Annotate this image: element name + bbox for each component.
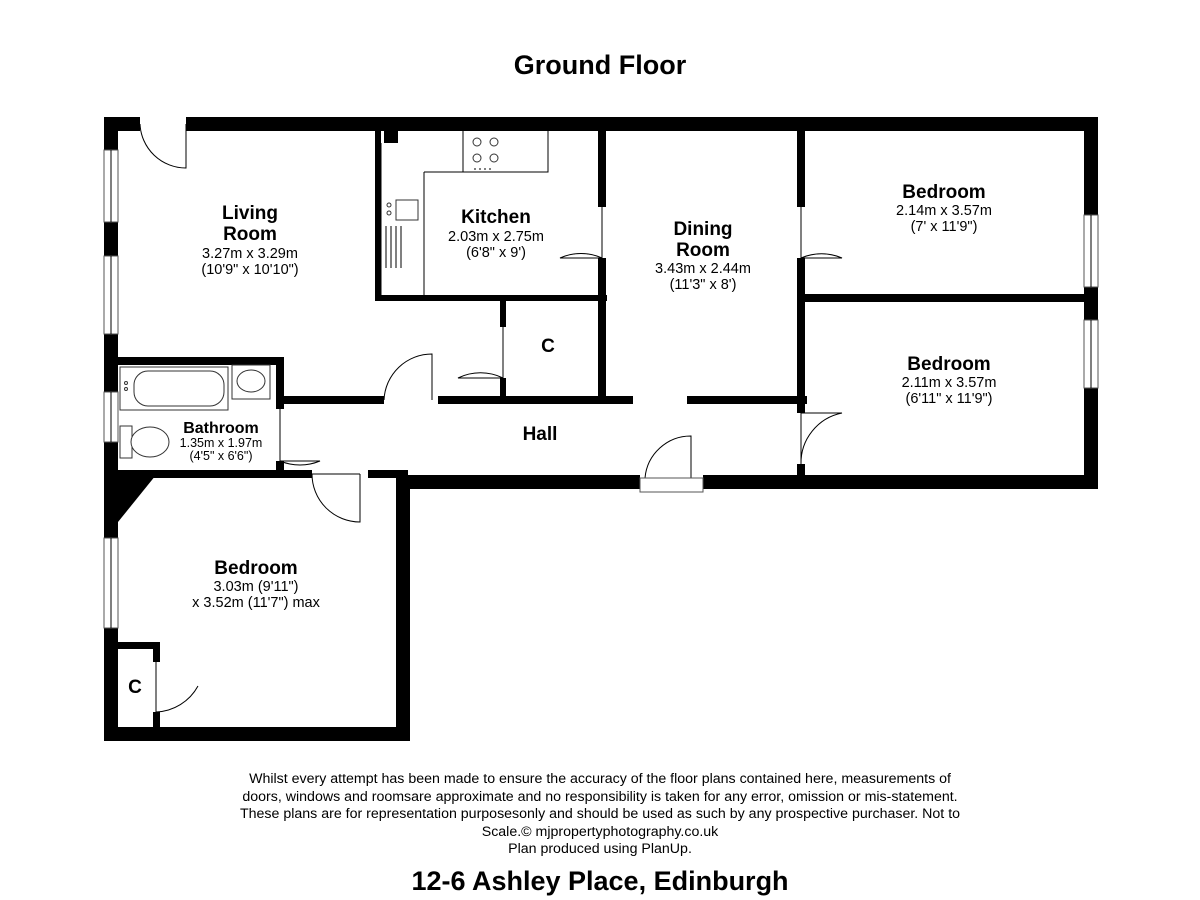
- bathroom-dim-2: (4'5" x 6'6"): [189, 449, 253, 463]
- disclaimer-line: Plan produced using PlanUp.: [508, 841, 692, 858]
- door-cupboard-bed: [156, 662, 198, 712]
- dining-room-dim-2: (11'3" x 8'): [669, 277, 737, 293]
- bedroom-low-dim-1: 3.03m (9'11"): [213, 579, 299, 595]
- bedroom-top-name: Bedroom: [902, 182, 986, 203]
- property-address: 12-6 Ashley Place, Edinburgh: [411, 866, 789, 896]
- bath: [120, 367, 228, 410]
- dining-room-name-1: Dining: [673, 219, 733, 240]
- bedroom-mid-name: Bedroom: [907, 354, 991, 375]
- door-bedroom-mid: [801, 413, 842, 464]
- disclaimer-line: These plans are for representation purposesonly and should be used as such by any prospective purchaser. Not to: [239, 806, 961, 823]
- room-labels: [128, 182, 996, 698]
- cupboard-hall-name: C: [541, 336, 555, 357]
- living-room-name-1: Living: [222, 203, 278, 224]
- living-room-name-2: Room: [223, 224, 277, 245]
- disclaimer-line: Whilst every attempt has been made to ensure the accuracy of the floor plans contained here, measurements of: [249, 771, 951, 787]
- door-living-entrance: [140, 124, 186, 168]
- kitchen-dim-2: (6'8" x 9'): [466, 245, 526, 261]
- bedroom-top-dim-1: 2.14m x 3.57m: [896, 203, 992, 219]
- kitchen-dim-1: 2.03m x 2.75m: [448, 229, 544, 245]
- bedroom-top-dim-2: (7' x 11'9"): [910, 219, 978, 235]
- door-bathroom: [280, 409, 320, 465]
- door-cupboard-hall: [458, 327, 503, 378]
- door-bedroom-top: [801, 207, 842, 258]
- door-kitchen: [560, 207, 602, 258]
- door-living-hall: [384, 354, 432, 400]
- hob: [473, 138, 498, 169]
- bathroom-dim-1: 1.35m x 1.97m: [179, 436, 263, 450]
- living-room-dim-2: (10'9" x 10'10"): [201, 262, 299, 278]
- bedroom-low-dim-2: x 3.52m (11'7") max: [192, 595, 320, 611]
- dining-room-dim-1: 3.43m x 2.44m: [655, 261, 751, 277]
- toilet: [120, 426, 169, 458]
- door-front: [645, 436, 691, 482]
- fixtures: [120, 131, 548, 458]
- hall-name: Hall: [522, 424, 558, 445]
- door-bedroom-low: [312, 474, 360, 522]
- kitchen-name: Kitchen: [461, 207, 531, 228]
- plan-title: Ground Floor: [513, 50, 687, 80]
- threshold: [640, 478, 703, 492]
- basin: [232, 365, 270, 399]
- dining-room-name-2: Room: [676, 240, 730, 261]
- cupboard-bed-name: C: [128, 677, 142, 698]
- kitchen-sink: [386, 200, 418, 268]
- bedroom-mid-dim-2: (6'11" x 11'9"): [905, 391, 993, 407]
- disclaimer-line: Scale.© mjpropertyphotography.co.uk: [481, 823, 719, 840]
- disclaimer-line: doors, windows and roomsare approximate and no responsibility is taken for any error, omission or mis-statement.: [242, 788, 958, 805]
- bedroom-low-name: Bedroom: [214, 558, 298, 579]
- bathroom-name: Bathroom: [183, 420, 259, 437]
- bedroom-mid-dim-1: 2.11m x 3.57m: [901, 375, 997, 391]
- disclaimer: [200, 771, 1000, 859]
- living-room-dim-1: 3.27m x 3.29m: [202, 246, 298, 262]
